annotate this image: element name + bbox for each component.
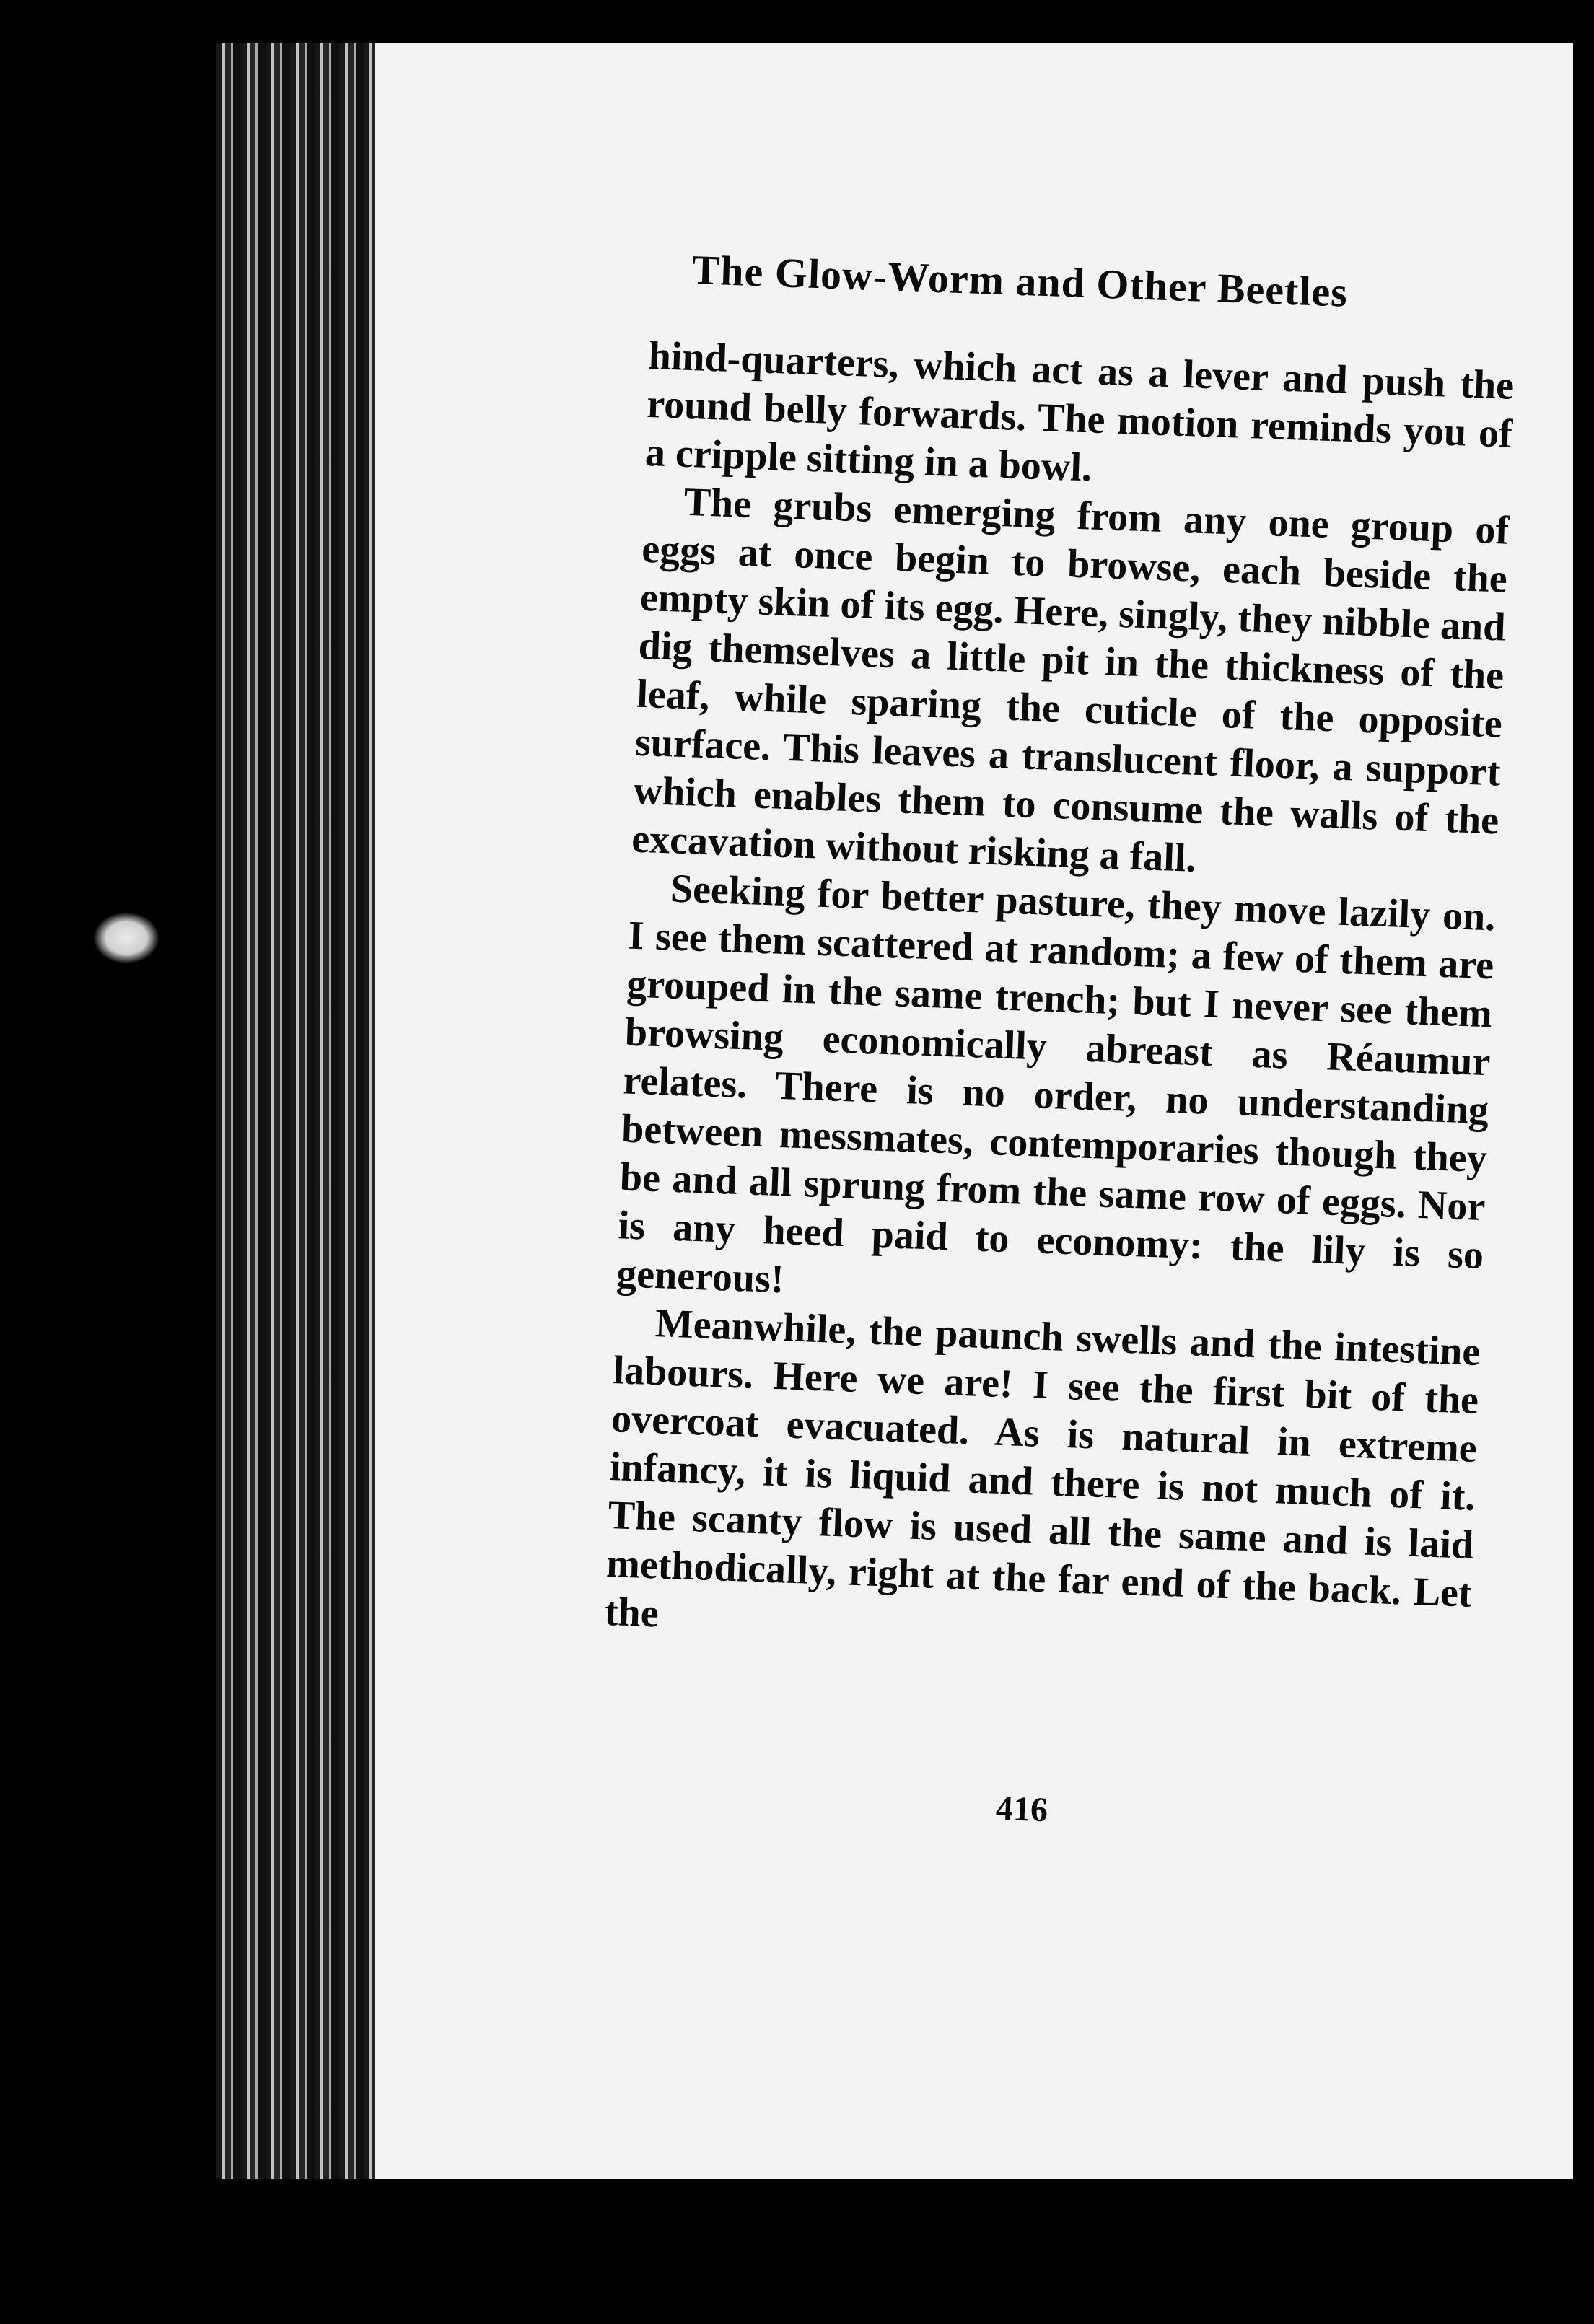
running-title: The Glow-Worm and Other Beetles [691, 245, 1349, 316]
book-page [375, 43, 1573, 2179]
paragraph: Meanwhile, the paunch swells and the intestine labours. Here we are! I see the first bit of the overcoat evacuated. As is natural in extreme infancy, it is liquid and there is not much of it. The scanty flow is used all the same and is laid methodically, right at the far end of the back. Let the [603, 1301, 1481, 1636]
scan-speck [94, 913, 159, 963]
page-number: 416 [995, 1789, 1048, 1830]
body-text [604, 332, 1515, 1667]
paragraph: Seeking for better pasture, they move lazily on. I see them scattered at random; a few of them are grouped in the same trench; but I never see them browsing economically abreast as Réaumur relates. There is no order, no understanding between messmates, contemporaries though they be and all sprung from the same row of eggs. Nor is any heed paid to economy: the lily is so generous! [616, 866, 1497, 1302]
page-edges [216, 43, 390, 2179]
paragraph: hind-quarters, which act as a lever and push the round belly forwards. The motion reminds you of a cripple sitting in a bowl. [644, 333, 1515, 491]
paragraph: The grubs emerging from any one group of eggs at once begin to browse, each beside the empty skin of its egg. Here, singly, they nibble and dig themselves a little pit in the thickness of the leaf, while sparing the cuticle of the opposite surface. This leaves a translucent floor, a support which enables them to consume the walls of the excavation without risking a fall. [631, 479, 1510, 881]
